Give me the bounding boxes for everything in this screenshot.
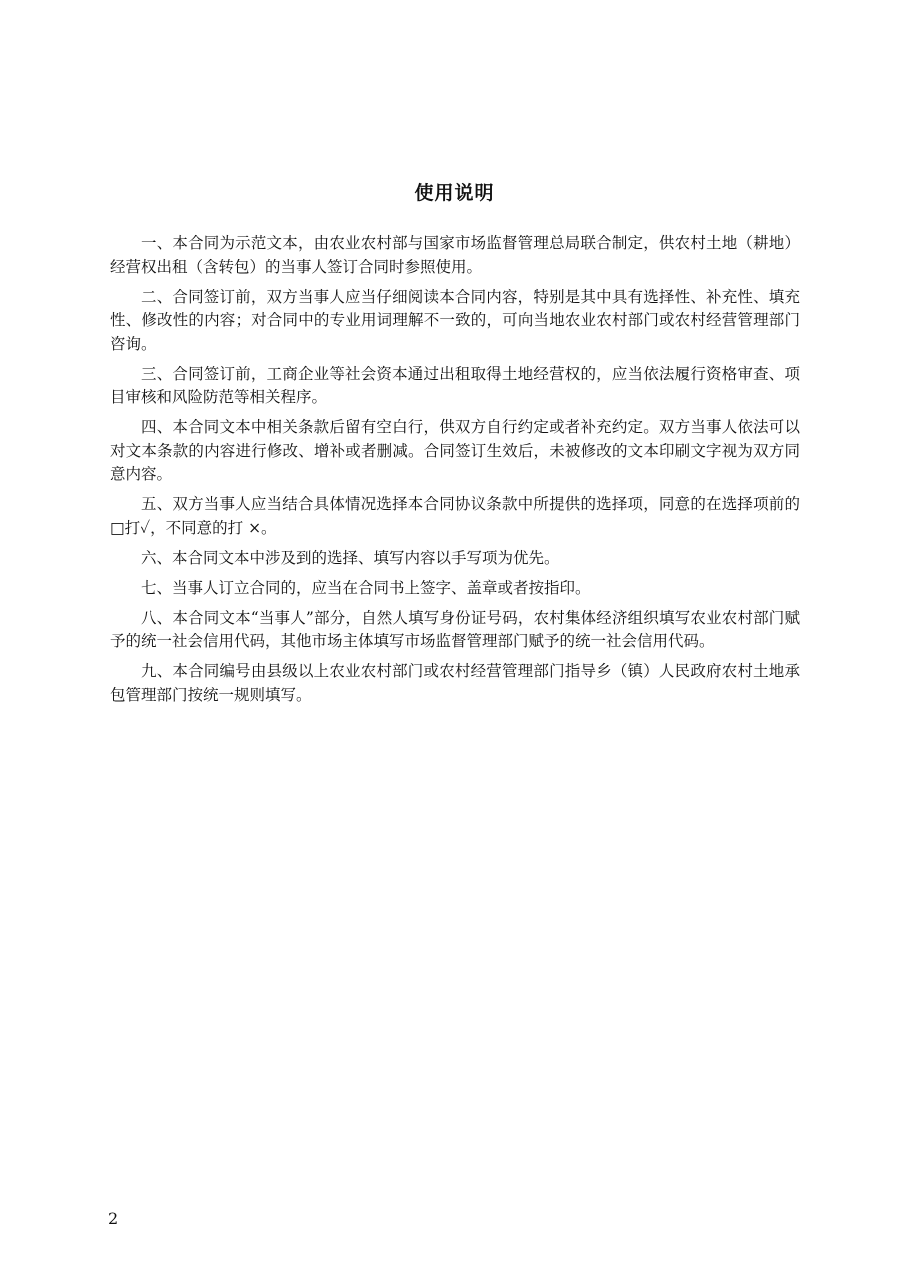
instruction-paragraph-8: 八、本合同文本“当事人”部分，自然人填写身份证号码，农村集体经济组织填写农业农村部门赋予的统一社会信用代码，其他市场主体填写市场监督管理部门赋予的统一社会信用代码。 [110,608,800,650]
page-title: 使用说明 [414,182,495,204]
instruction-paragraph-9: 九、本合同编号由县级以上农业农村部门或农村经营管理部门指导乡（镇）人民政府农村土地承包管理部门按统一规则填写。 [110,662,800,704]
instruction-paragraph-6: 六、本合同文本中涉及到的选择、填写内容以手写项为优先。 [141,548,560,567]
instruction-paragraph-7: 七、当事人订立合同的，应当在合同书上签字、盖章或者按指印。 [141,578,591,597]
instruction-paragraph-5: 五、双方当事人应当结合具体情况选择本合同协议条款中所提供的选择项，同意的在选择项前的□打✓，不同意的打 ×。 [110,495,800,537]
instruction-paragraph-4: 四、本合同文本中相关条款后留有空白行，供双方自行约定或者补充约定。双方当事人依法可以对文本条款的内容进行修改、增补或者删减。合同签订生效后，未被修改的文本印刷文字视为双方同意内容。 [110,418,800,483]
instruction-paragraph-3: 三、合同签订前，工商企业等社会资本通过出租取得土地经营权的，应当依法履行资格审查、项目审核和风险防范等相关程序。 [110,364,800,406]
instructions-body [110,232,800,714]
instruction-paragraph-2: 二、合同签订前，双方当事人应当仔细阅读本合同内容，特别是其中具有选择性、补充性、填充性、修改性的内容；对合同中的专业用词理解不一致的，可向当地农业农村部门或农村经营管理部门咨询。 [110,287,800,353]
page-number: 2 [108,1209,119,1228]
instruction-paragraph-1: 一、本合同为示范文本，由农业农村部与国家市场监督管理总局联合制定，供农村土地（耕地）经营权出租（含转包）的当事人签订合同时参照使用。 [110,234,800,276]
